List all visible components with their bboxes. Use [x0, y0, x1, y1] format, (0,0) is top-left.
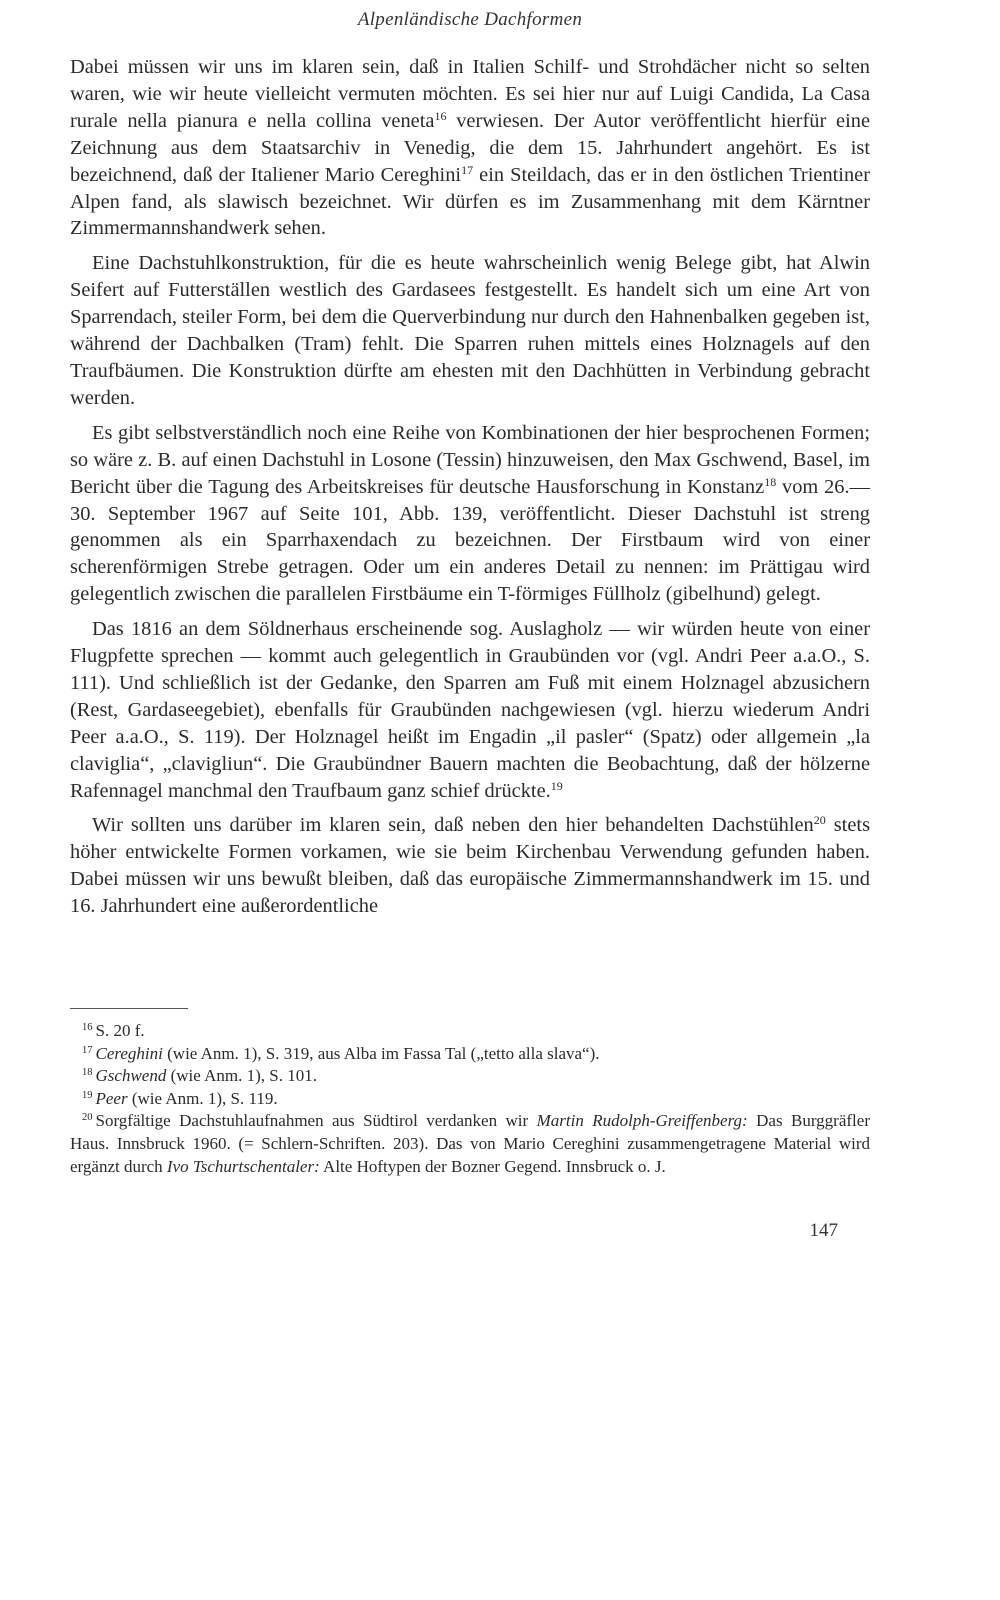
paragraph: [70, 616, 870, 804]
text-run: Das 1816 an dem Söldnerhaus erscheinende sog. Auslagholz — wir würden heute von einer Flugpfette sprechen — kommt auch gelegentlich in Graubünden vor (vgl. Andri Peer a.a.O., S. 111). Und schließlich ist der Gedanke, den Sparren am Fuß mit einem Holznagel abzusichern (Rest, Gardaseegebiet), ebenfalls für Graubünden nachgewiesen (vgl. hierzu wiederum Andri Peer a.a.O., S. 119). Der Holznagel heißt im Engadin „il pasler“ (Spatz) oder allgemein „la claviglia“, „clavigliun“. Die Graubündner Bauern machten die Beobachtung, daß der hölzerne Rafennagel manchmal den Traufbaum ganz schief drückte.: [70, 618, 870, 802]
footnote-ref: 20: [813, 813, 826, 828]
footnote: [70, 1088, 870, 1111]
text-run: ein Steildach, das er in den östlichen Trientiner Alpen fand, als slawisch bezeichnet. Wir dürfen es im Zusammenhang mit dem Kärntner Zimmermannshandwerk sehen.: [70, 163, 871, 240]
body-text: [70, 54, 870, 920]
running-head: Alpenländische Dachformen: [357, 9, 583, 30]
italic-text: Peer: [95, 1088, 128, 1108]
text-run: (wie Anm. 1), S. 101.: [166, 1066, 317, 1086]
footnote-ref: 19: [550, 778, 563, 793]
italic-text: Ivo Tschurtschentaler:: [166, 1156, 320, 1176]
paragraph: [70, 812, 870, 920]
text-run: Es gibt selbstverständlich noch eine Reihe von Kombinationen der hier besprochenen Formen; so wäre z. B. auf einen Dachstuhl in Losone (Tessin) hinzuweisen, den Max Gschwend, Basel, im Bericht über die Tagung des Arbeitskreises für deutsche Hausforschung in Konstanz: [70, 421, 870, 498]
text-run: Alte Hoftypen der Bozner Gegend. Innsbruck o. J.: [319, 1156, 666, 1176]
text-run: Dabei müssen wir uns im klaren sein, daß in Italien Schilf- und Strohdächer nicht so selten waren, wie wir heute vielleicht vermuten möchten. Es sei hier nur auf Luigi Candida, La Casa rurale nella pianura e nella collina veneta: [70, 56, 870, 132]
footnote-rule: [70, 1008, 188, 1009]
footnote: [70, 1065, 870, 1088]
text-run: S. 20 f.: [95, 1021, 145, 1040]
italic-text: Cereghini: [95, 1043, 163, 1063]
footnote: [70, 1110, 870, 1178]
text-run: verwiesen. Der Autor veröffentlicht hierfür eine Zeichnung aus dem Staatsarchiv in Venedig, die dem 15. Jahrhundert angehört. Es ist bezeichnend, daß der Italiener Mario Cereghini: [70, 109, 870, 186]
footnote-number: 18: [82, 1067, 93, 1079]
paragraph: [70, 420, 870, 608]
footnote-number: 20: [82, 1112, 93, 1124]
paragraph: [70, 54, 870, 242]
text-run: (wie Anm. 1), S. 319, aus Alba im Fassa Tal („tetto alla slava“).: [162, 1043, 600, 1063]
text-run: Eine Dachstuhlkonstruktion, für die es heute wahrscheinlich wenig Belege gibt, hat Alwin Seifert auf Futterställen westlich des Gardasees festgestellt. Es handelt sich um eine Art von Sparrendach, steiler Form, bei dem die Querverbindung nur durch den Hahnenbalken gegeben ist, während der Dachbalken (Tram) fehlt. Die Sparren ruhen mittels eines Holznagels auf den Traufbäumen. Die Konstruktion dürfte am ehesten mit den Dachhütten in Verbindung gebracht werden.: [70, 252, 870, 409]
italic-text: Gschwend: [95, 1066, 167, 1086]
text-run: (wie Anm. 1), S. 119.: [127, 1088, 278, 1108]
footnote: [70, 1043, 870, 1066]
book-page: [70, 0, 870, 1600]
footnote-ref: 17: [461, 162, 474, 177]
footnote: [70, 1020, 870, 1043]
text-run: vom 26.—30. September 1967 auf Seite 101, Abb. 139, veröffentlicht. Dieser Dachstuhl ist streng genommen als ein Sparrhaxendach zu bezeichnen. Der Firstbaum wird von einer scherenförmigen Strebe getragen. Oder um ein anderes Detail zu nennen: im Prättigau wird gelegentlich zwischen die parallelen Firstbäume ein T-förmiges Füllholz (gibelhund) gelegt.: [70, 475, 870, 606]
footnotes: [70, 1020, 870, 1178]
footnote-number: 19: [82, 1089, 93, 1101]
paragraph: [70, 250, 870, 411]
footnote-number: 16: [82, 1022, 93, 1033]
page-number: 147: [809, 1220, 838, 1241]
footnote-ref: 18: [764, 474, 777, 489]
text-run: Das Burggräfler Haus. Innsbruck 1960. (= Schlern-Schriften. 203). Das von Mario Cereghini zusammengetragene Material wird ergänzt durch: [70, 1111, 870, 1176]
italic-text: Martin Rudolph-Greiffenberg:: [536, 1111, 748, 1131]
footnote-number: 17: [82, 1044, 93, 1056]
text-run: Sorgfältige Dachstuhlaufnahmen aus Südtirol verdanken wir: [95, 1111, 537, 1131]
footnote-ref: 16: [434, 108, 447, 123]
text-run: stets höher entwickelte Formen vorkamen, wie sie beim Kirchenbau Verwendung gefunden haben. Dabei müssen wir uns bewußt bleiben, daß das europäische Zimmermannshandwerk im 15. und 16. Jahrhundert eine außerordentliche: [70, 814, 870, 918]
text-run: Wir sollten uns darüber im klaren sein, daß neben den hier behandelten Dachstühlen: [92, 814, 814, 837]
